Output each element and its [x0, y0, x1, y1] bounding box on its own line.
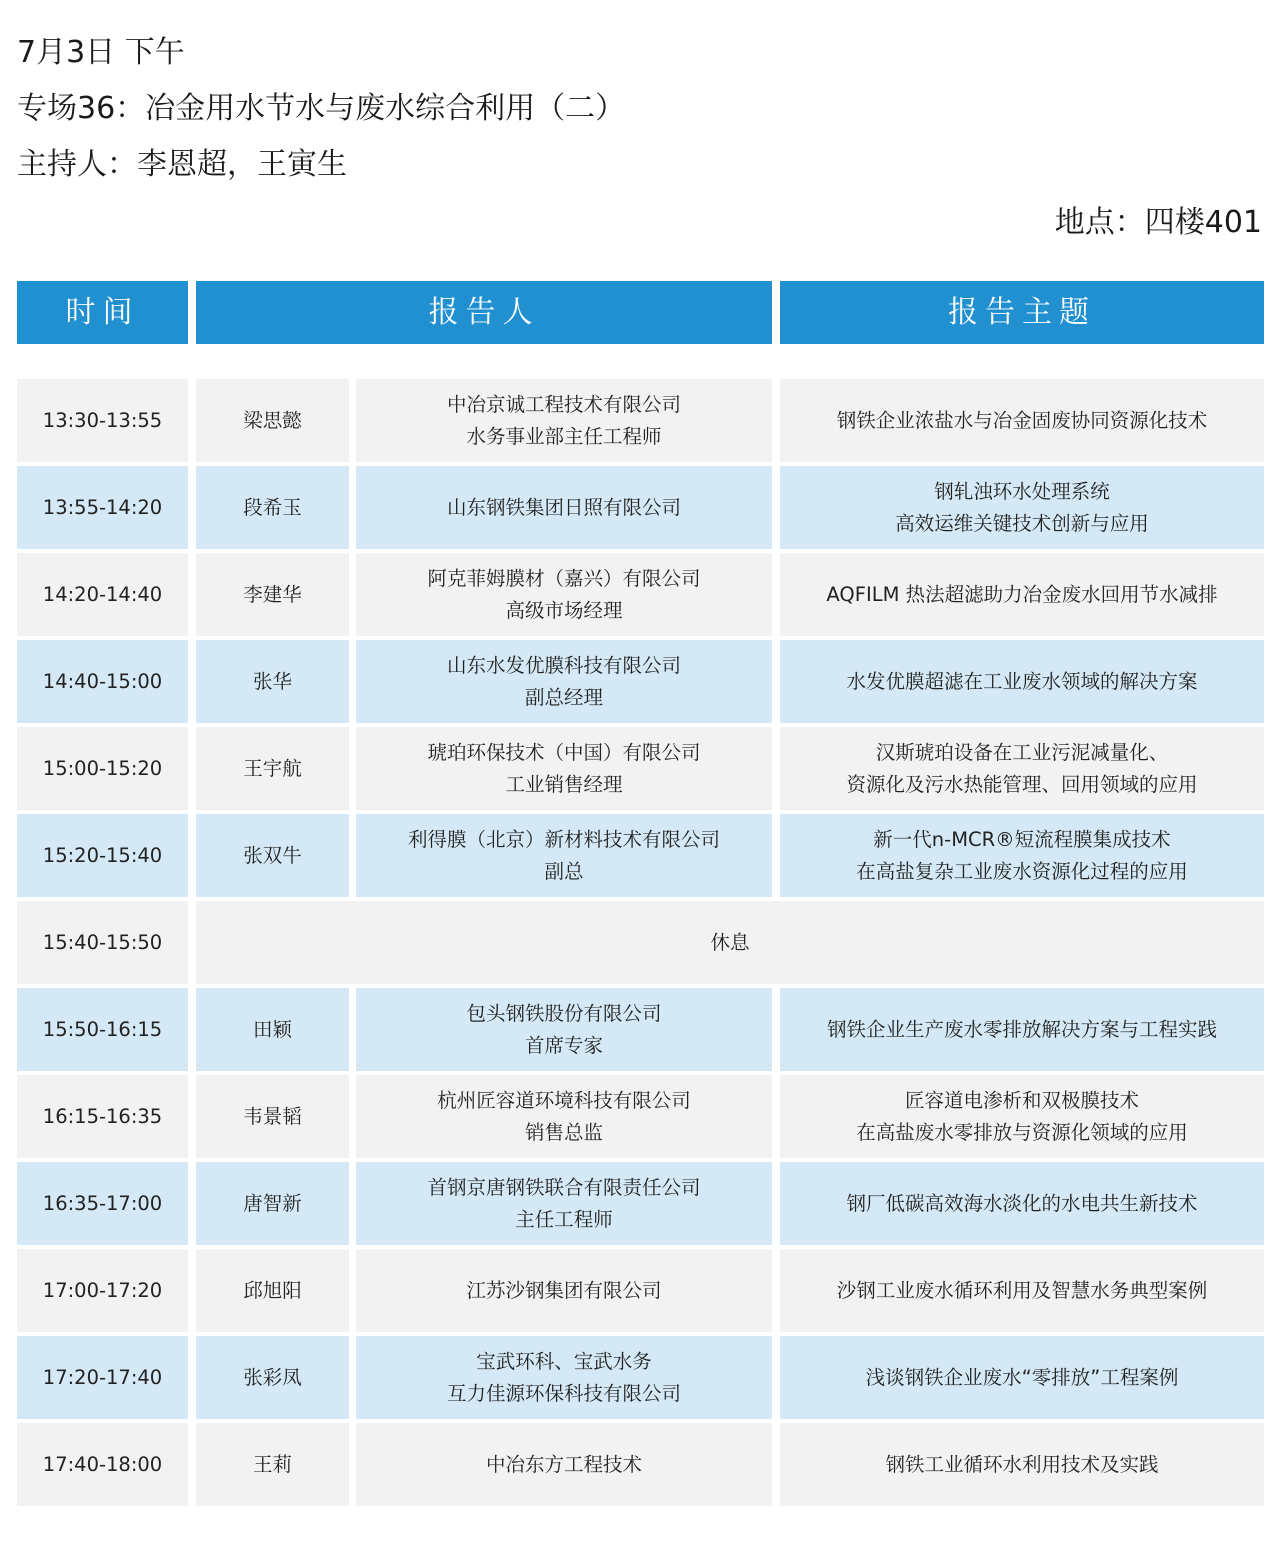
speaker-cell-text: 邱旭阳: [243, 1278, 302, 1302]
organization-cell-text: 山东钢铁集团日照有限公司: [446, 495, 681, 519]
speaker-cell-text: 梁思懿: [243, 408, 302, 432]
organization-cell: [356, 727, 772, 810]
organization-cell: [356, 1423, 772, 1506]
speaker-cell: [196, 466, 349, 549]
speaker-cell-text: 张双牛: [243, 843, 302, 867]
header-topic-text: 报告主题: [948, 294, 1096, 330]
topic-cell-text: 浅谈钢铁企业废水“零排放”工程案例: [865, 1365, 1179, 1389]
organization-cell-text: 副总: [544, 859, 584, 883]
time-cell-text: 13:30-13:55: [42, 408, 163, 432]
topic-cell-text: 钢铁企业生产废水零排放解决方案与工程实践: [826, 1017, 1217, 1041]
time-cell: [17, 1075, 188, 1158]
speaker-cell: [196, 553, 349, 636]
topic-cell-text: AQFILM 热法超滤助力冶金废水回用节水减排: [826, 582, 1218, 606]
time-cell: [17, 727, 188, 810]
organization-cell-text: 首席专家: [524, 1033, 603, 1057]
time-cell-text: 17:40-18:00: [42, 1452, 163, 1476]
organization-cell-text: 副总经理: [524, 685, 603, 709]
time-cell-text: 14:20-14:40: [42, 582, 163, 606]
topic-cell-text: 匠容道电渗析和双极膜技术: [904, 1088, 1139, 1112]
time-cell: [17, 640, 188, 723]
time-cell-text: 13:55-14:20: [42, 495, 163, 519]
speaker-cell-text: 李建华: [243, 582, 302, 606]
topic-cell: [780, 466, 1264, 549]
topic-cell-text: 沙钢工业废水循环利用及智慧水务典型案例: [836, 1278, 1208, 1302]
time-cell-text: 15:00-15:20: [42, 756, 163, 780]
topic-cell-text: 钢铁企业浓盐水与冶金固废协同资源化技术: [836, 408, 1208, 432]
organization-cell: [356, 1075, 772, 1158]
topic-cell: [780, 1162, 1264, 1245]
organization-cell: [356, 988, 772, 1071]
time-cell: [17, 901, 188, 984]
speaker-cell-text: 张彩凤: [243, 1365, 302, 1389]
time-cell-text: 15:50-16:15: [42, 1017, 163, 1041]
organization-cell-text: 江苏沙钢集团有限公司: [466, 1278, 662, 1302]
organization-cell-text: 主任工程师: [515, 1207, 613, 1231]
speaker-cell: [196, 1336, 349, 1419]
speaker-cell: [196, 1162, 349, 1245]
speaker-cell: [196, 727, 349, 810]
time-cell-text: 15:40-15:50: [42, 930, 163, 954]
organization-cell-text: 工业销售经理: [505, 772, 623, 796]
organization-cell: [356, 1336, 772, 1419]
time-cell-text: 15:20-15:40: [42, 843, 163, 867]
header-topic: [780, 281, 1264, 344]
organization-cell-text: 中冶京诚工程技术有限公司: [446, 392, 681, 416]
topic-cell-text: 水发优膜超滤在工业废水领域的解决方案: [846, 669, 1198, 693]
speaker-cell: [196, 814, 349, 897]
speaker-cell-text: 王宇航: [243, 756, 302, 780]
organization-cell-text: 销售总监: [524, 1120, 603, 1144]
topic-cell-text: 钢铁工业循环水利用技术及实践: [885, 1452, 1159, 1476]
organization-cell-text: 首钢京唐钢铁联合有限责任公司: [427, 1175, 701, 1199]
organization-cell-text: 高级市场经理: [505, 598, 623, 622]
organization-cell: [356, 640, 772, 723]
time-cell-text: 17:00-17:20: [42, 1278, 163, 1302]
organization-cell: [356, 1162, 772, 1245]
time-cell: [17, 1336, 188, 1419]
topic-cell-text: 在高盐复杂工业废水资源化过程的应用: [856, 859, 1188, 883]
time-cell: [17, 1162, 188, 1245]
time-cell-text: 17:20-17:40: [42, 1365, 163, 1389]
organization-cell-text: 水务事业部主任工程师: [466, 424, 662, 448]
time-cell-text: 14:40-15:00: [42, 669, 163, 693]
speaker-cell: [196, 1423, 349, 1506]
time-cell: [17, 379, 188, 462]
organization-cell: [356, 466, 772, 549]
organization-cell: [356, 814, 772, 897]
venue-line: 地点：四楼401: [1054, 205, 1262, 240]
organization-cell: [356, 379, 772, 462]
time-cell-text: 16:15-16:35: [42, 1104, 163, 1128]
time-cell: [17, 553, 188, 636]
speaker-cell: [196, 379, 349, 462]
topic-cell: [780, 727, 1264, 810]
topic-cell-text: 资源化及污水热能管理、回用领域的应用: [846, 772, 1198, 796]
organization-cell-text: 利得膜（北京）新材料技术有限公司: [407, 827, 720, 851]
topic-cell-text: 汉斯琥珀设备在工业污泥减量化、: [875, 740, 1169, 764]
header-time-text: 时间: [65, 294, 140, 330]
topic-cell-text: 在高盐废水零排放与资源化领域的应用: [856, 1120, 1188, 1144]
speaker-cell-text: 韦景韬: [243, 1104, 302, 1128]
date-title: 7月3日 下午: [17, 35, 185, 70]
organization-cell: [356, 553, 772, 636]
organization-cell-text: 杭州匠容道环境科技有限公司: [437, 1088, 691, 1112]
organization-cell-text: 山东水发优膜科技有限公司: [446, 653, 681, 677]
speaker-cell-text: 王莉: [252, 1452, 292, 1476]
topic-cell-text: 高效运维关键技术创新与应用: [895, 511, 1149, 535]
topic-cell: [780, 1249, 1264, 1332]
organization-cell-text: 宝武环科、宝武水务: [476, 1349, 652, 1373]
header-speaker: [196, 281, 772, 344]
topic-cell: [780, 640, 1264, 723]
topic-cell: [780, 1075, 1264, 1158]
speaker-cell-text: 唐智新: [243, 1191, 302, 1215]
organization-cell-text: 阿克菲姆膜材（嘉兴）有限公司: [427, 566, 701, 590]
organization-cell: [356, 1249, 772, 1332]
topic-cell: [780, 379, 1264, 462]
session-title: 专场36：冶金用水节水与废水综合利用（二）: [17, 91, 626, 126]
speaker-cell-text: 张华: [252, 669, 292, 693]
organization-cell-text: 包头钢铁股份有限公司: [466, 1001, 662, 1025]
speaker-cell: [196, 988, 349, 1071]
time-cell: [17, 814, 188, 897]
break-cell-text: 休息: [710, 930, 750, 954]
organization-cell-text: 互力佳源环保科技有限公司: [446, 1381, 681, 1405]
topic-cell: [780, 1336, 1264, 1419]
time-cell: [17, 466, 188, 549]
topic-cell: [780, 553, 1264, 636]
speaker-cell: [196, 1075, 349, 1158]
topic-cell: [780, 814, 1264, 897]
time-cell: [17, 988, 188, 1071]
topic-cell: [780, 988, 1264, 1071]
time-cell-text: 16:35-17:00: [42, 1191, 163, 1215]
header-speaker-text: 报告人: [428, 294, 540, 330]
hosts-line: 主持人：李恩超，王寅生: [17, 147, 347, 182]
time-cell: [17, 1423, 188, 1506]
speaker-cell: [196, 640, 349, 723]
time-cell: [17, 1249, 188, 1332]
speaker-cell-text: 田颖: [252, 1017, 292, 1041]
speaker-cell-text: 段希玉: [243, 495, 302, 519]
break-cell: [196, 901, 1264, 984]
topic-cell-text: 钢轧浊环水处理系统: [934, 479, 1110, 503]
header-time: [17, 281, 188, 344]
topic-cell-text: 新一代n-MCR®短流程膜集成技术: [873, 827, 1171, 851]
topic-cell-text: 钢厂低碳高效海水淡化的水电共生新技术: [846, 1191, 1198, 1215]
speaker-cell: [196, 1249, 349, 1332]
organization-cell-text: 中冶东方工程技术: [485, 1452, 642, 1476]
organization-cell-text: 琥珀环保技术（中国）有限公司: [427, 740, 701, 764]
topic-cell: [780, 1423, 1264, 1506]
